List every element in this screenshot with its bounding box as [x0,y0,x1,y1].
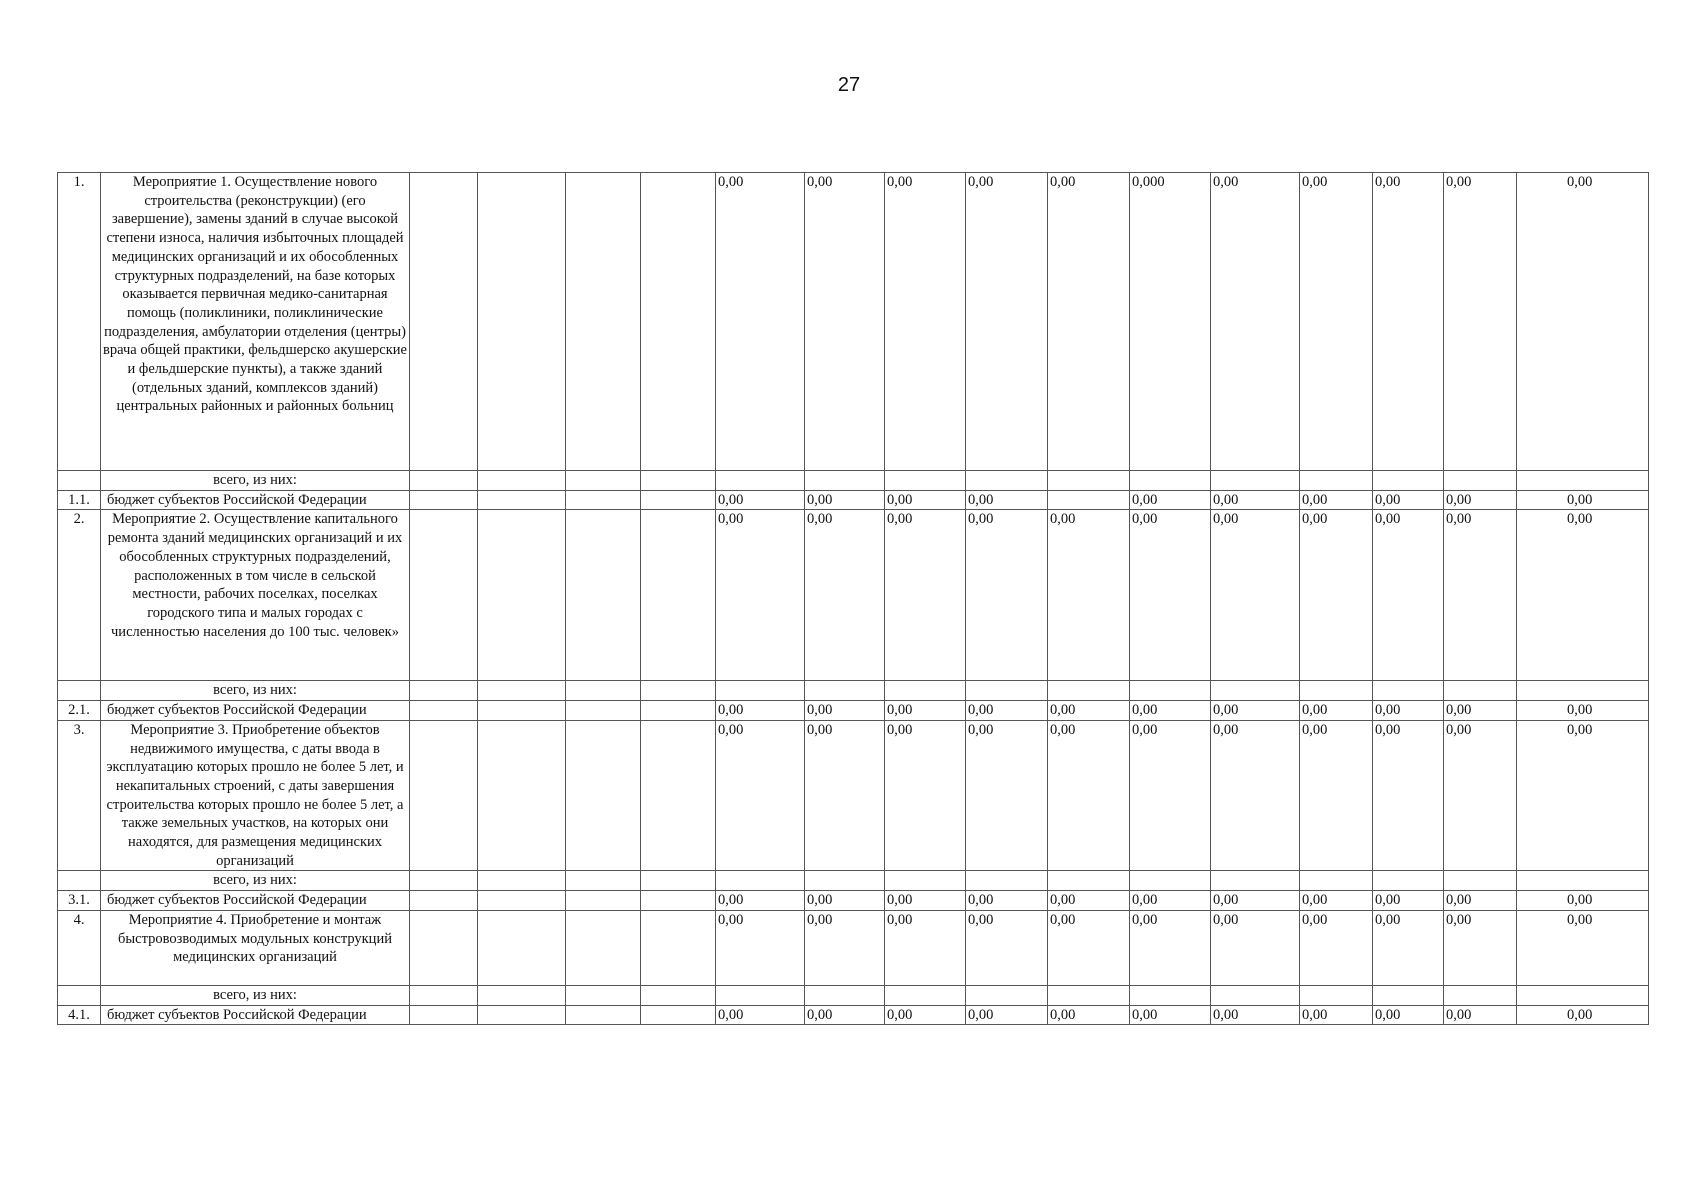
row-number: 3.1. [58,891,101,911]
value-cell: 0,00 [885,173,966,471]
empty-cell [410,891,478,911]
row-number: 1.1. [58,490,101,510]
value-cell [1517,681,1649,701]
value-cell: 0,00 [1211,891,1300,911]
value-cell [1130,985,1211,1005]
empty-cell [410,701,478,721]
value-cell [1130,681,1211,701]
value-cell: 0,00 [1444,173,1517,471]
value-cell: 0,00 [1517,490,1649,510]
value-cell [1048,985,1130,1005]
empty-cell [641,510,716,681]
value-cell: 0,00 [1373,720,1444,871]
empty-cell [478,891,566,911]
value-cell [805,681,885,701]
value-cell: 0,00 [805,891,885,911]
value-cell [1048,471,1130,491]
value-cell: 0,00 [1300,701,1373,721]
value-cell: 0,00 [1517,510,1649,681]
value-cell [1444,871,1517,891]
empty-cell [641,173,716,471]
value-cell: 0,00 [805,490,885,510]
value-cell: 0,00 [1211,1005,1300,1025]
value-cell: 0,00 [1300,490,1373,510]
value-cell: 0,00 [716,490,805,510]
value-cell: 0,000 [1130,173,1211,471]
value-cell: 0,00 [1444,891,1517,911]
value-cell: 0,00 [1300,173,1373,471]
row-description: Мероприятие 3. Приобретение объектов недвижимого имущества, с даты ввода в эксплуатацию которых прошло не более 5 лет, и некапитальных строений, с даты завершения строительства которых прошло не более 5 лет, а также земельных участков, на которых они находятся, для размещения медицинских организаций [101,720,410,871]
empty-cell [566,510,641,681]
value-cell [966,871,1048,891]
value-cell: 0,00 [966,490,1048,510]
empty-cell [641,490,716,510]
value-cell: 0,00 [805,173,885,471]
value-cell: 0,00 [1444,701,1517,721]
table-row [58,720,1649,871]
value-cell [716,681,805,701]
empty-cell [641,471,716,491]
row-description: бюджет субъектов Российской Федерации [101,1005,410,1025]
value-cell: 0,00 [1517,173,1649,471]
row-description: Мероприятие 2. Осуществление капитального ремонта зданий медицинских организаций и их обособленных структурных подразделений, расположенных в том числе в сельской местности, рабочих поселках, поселках городского типа и малых городах с численностью населения до 100 тыс. человек» [101,510,410,681]
value-cell: 0,00 [1517,701,1649,721]
value-cell: 0,00 [805,910,885,985]
row-description: бюджет субъектов Российской Федерации [101,701,410,721]
value-cell: 0,00 [966,891,1048,911]
empty-cell [410,490,478,510]
value-cell [805,871,885,891]
value-cell: 0,00 [966,720,1048,871]
value-cell [885,471,966,491]
row-number: 2.1. [58,701,101,721]
value-cell: 0,00 [885,490,966,510]
empty-cell [410,173,478,471]
value-cell: 0,00 [1300,891,1373,911]
empty-cell [641,701,716,721]
empty-cell [478,681,566,701]
value-cell [1211,681,1300,701]
funding-table [57,172,1649,1025]
value-cell: 0,00 [1300,720,1373,871]
value-cell: 0,00 [805,1005,885,1025]
value-cell: 0,00 [1444,720,1517,871]
empty-cell [478,701,566,721]
value-cell: 0,00 [885,910,966,985]
empty-cell [641,891,716,911]
empty-cell [478,510,566,681]
value-cell: 0,00 [805,701,885,721]
empty-cell [566,681,641,701]
empty-cell [410,1005,478,1025]
empty-cell [410,720,478,871]
value-cell [805,985,885,1005]
empty-cell [566,471,641,491]
empty-cell [641,871,716,891]
value-cell [716,985,805,1005]
value-cell: 0,00 [885,1005,966,1025]
value-cell: 0,00 [1048,701,1130,721]
value-cell: 0,00 [1300,910,1373,985]
value-cell: 0,00 [1130,891,1211,911]
value-cell: 0,00 [1373,910,1444,985]
value-cell [1300,871,1373,891]
row-number: 2. [58,510,101,681]
empty-cell [478,720,566,871]
value-cell [1373,471,1444,491]
value-cell: 0,00 [716,891,805,911]
value-cell: 0,00 [1211,910,1300,985]
value-cell [1048,871,1130,891]
value-cell: 0,00 [1048,510,1130,681]
value-cell: 0,00 [1373,1005,1444,1025]
empty-cell [566,985,641,1005]
empty-cell [641,985,716,1005]
value-cell [1300,681,1373,701]
row-description: Мероприятие 1. Осуществление нового строительства (реконструкции) (его завершение), замены зданий в случае высокой степени износа, наличия избыточных площадей медицинских организаций и их обособленных структурных подразделений, на базе которых оказывается первичная медико-санитарная помощь (поликлиники, поликлинические подразделения, амбулатории отделения (центры) врача общей практики, фельдшерско акушерские и фельдшерские пункты), а также зданий (отдельных зданий, комплексов зданий) центральных районных и районных больниц [101,173,410,471]
value-cell [1373,681,1444,701]
row-description: бюджет субъектов Российской Федерации [101,490,410,510]
empty-cell [566,490,641,510]
value-cell: 0,00 [1048,910,1130,985]
value-cell: 0,00 [1048,891,1130,911]
value-cell [1444,681,1517,701]
empty-cell [566,871,641,891]
value-cell: 0,00 [1300,1005,1373,1025]
row-number: 4. [58,910,101,985]
table-row [58,1005,1649,1025]
value-cell: 0,00 [1373,490,1444,510]
value-cell: 0,00 [885,510,966,681]
value-cell [1517,985,1649,1005]
empty-cell [566,1005,641,1025]
value-cell: 0,00 [1130,910,1211,985]
table-row [58,891,1649,911]
value-cell [966,985,1048,1005]
value-cell: 0,00 [1373,510,1444,681]
empty-cell [478,471,566,491]
row-number: 1. [58,173,101,471]
value-cell: 0,00 [716,910,805,985]
value-cell: 0,00 [1048,173,1130,471]
table-row [58,985,1649,1005]
row-description: всего, из них: [101,471,410,491]
empty-cell [641,910,716,985]
value-cell: 0,00 [885,720,966,871]
row-description: бюджет субъектов Российской Федерации [101,891,410,911]
value-cell: 0,00 [1373,891,1444,911]
value-cell: 0,00 [1444,490,1517,510]
value-cell [885,681,966,701]
value-cell: 0,00 [1373,701,1444,721]
value-cell: 0,00 [716,1005,805,1025]
value-cell: 0,00 [716,510,805,681]
table-row [58,910,1649,985]
empty-cell [410,510,478,681]
table-row [58,490,1649,510]
value-cell: 0,00 [1444,1005,1517,1025]
value-cell: 0,00 [1130,490,1211,510]
row-description: всего, из них: [101,681,410,701]
value-cell: 0,00 [885,701,966,721]
value-cell: 0,00 [1300,510,1373,681]
row-number: 4.1. [58,1005,101,1025]
empty-cell [478,985,566,1005]
empty-cell [478,871,566,891]
value-cell: 0,00 [1211,490,1300,510]
value-cell: 0,00 [1211,720,1300,871]
value-cell: 0,00 [805,720,885,871]
value-cell [1373,985,1444,1005]
value-cell: 0,00 [966,701,1048,721]
value-cell [1130,871,1211,891]
value-cell [805,471,885,491]
value-cell: 0,00 [1048,720,1130,871]
row-number [58,985,101,1005]
table-row [58,510,1649,681]
table-row [58,871,1649,891]
row-description: всего, из них: [101,985,410,1005]
empty-cell [478,173,566,471]
value-cell: 0,00 [1130,720,1211,871]
row-description: всего, из них: [101,871,410,891]
value-cell [1373,871,1444,891]
value-cell: 0,00 [1211,173,1300,471]
value-cell: 0,00 [966,510,1048,681]
empty-cell [566,701,641,721]
empty-cell [566,173,641,471]
value-cell [1130,471,1211,491]
empty-cell [478,490,566,510]
value-cell [885,985,966,1005]
empty-cell [410,871,478,891]
value-cell [1211,985,1300,1005]
value-cell: 0,00 [1444,910,1517,985]
value-cell: 0,00 [716,701,805,721]
value-cell: 0,00 [1517,1005,1649,1025]
value-cell [966,471,1048,491]
value-cell: 0,00 [1130,510,1211,681]
value-cell [1048,490,1130,510]
value-cell: 0,00 [966,173,1048,471]
value-cell [716,871,805,891]
value-cell: 0,00 [966,1005,1048,1025]
value-cell [716,471,805,491]
value-cell [1517,471,1649,491]
value-cell [1300,471,1373,491]
value-cell: 0,00 [1373,173,1444,471]
value-cell [1517,871,1649,891]
value-cell [1444,471,1517,491]
row-number [58,681,101,701]
table-row [58,681,1649,701]
value-cell: 0,00 [966,910,1048,985]
value-cell [1211,871,1300,891]
value-cell: 0,00 [1130,701,1211,721]
empty-cell [478,1005,566,1025]
value-cell: 0,00 [716,720,805,871]
value-cell: 0,00 [885,891,966,911]
value-cell: 0,00 [805,510,885,681]
value-cell [1048,681,1130,701]
value-cell: 0,00 [1517,910,1649,985]
table-row [58,701,1649,721]
table-row [58,173,1649,471]
empty-cell [641,681,716,701]
empty-cell [410,471,478,491]
empty-cell [641,720,716,871]
value-cell [1300,985,1373,1005]
empty-cell [478,910,566,985]
empty-cell [410,985,478,1005]
value-cell [1211,471,1300,491]
empty-cell [641,1005,716,1025]
value-cell: 0,00 [1130,1005,1211,1025]
row-number: 3. [58,720,101,871]
row-number [58,471,101,491]
value-cell: 0,00 [1517,891,1649,911]
empty-cell [410,910,478,985]
value-cell: 0,00 [1048,1005,1130,1025]
empty-cell [566,910,641,985]
value-cell: 0,00 [1517,720,1649,871]
value-cell: 0,00 [1211,510,1300,681]
value-cell: 0,00 [716,173,805,471]
empty-cell [566,891,641,911]
empty-cell [410,681,478,701]
value-cell [885,871,966,891]
empty-cell [566,720,641,871]
row-number [58,871,101,891]
row-description: Мероприятие 4. Приобретение и монтаж быстровозводимых модульных конструкций медицинских организаций [101,910,410,985]
table-row [58,471,1649,491]
value-cell [966,681,1048,701]
value-cell: 0,00 [1211,701,1300,721]
value-cell [1444,985,1517,1005]
page-number: 27 [837,74,861,96]
value-cell: 0,00 [1444,510,1517,681]
